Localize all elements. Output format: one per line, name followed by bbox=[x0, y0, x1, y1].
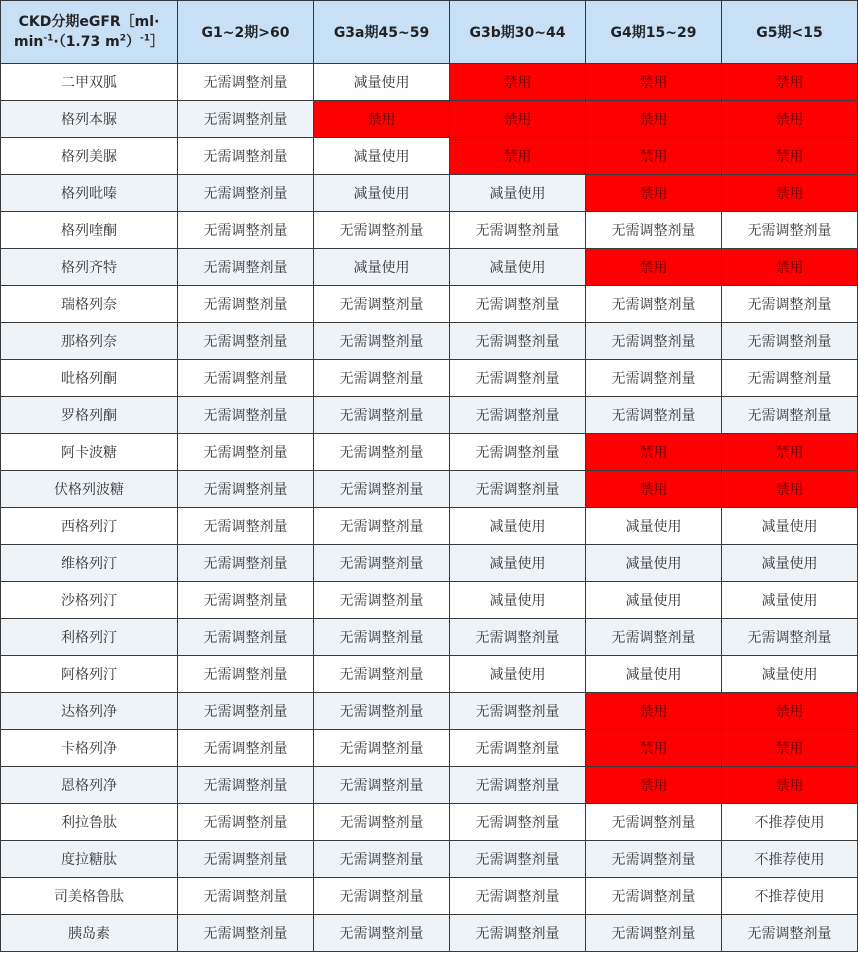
table-row bbox=[1, 656, 858, 693]
dosage-cell: 禁用 bbox=[586, 101, 722, 138]
table-row bbox=[1, 101, 858, 138]
dosage-cell: 减量使用 bbox=[314, 64, 450, 101]
dosage-cell: 无需调整剂量 bbox=[586, 915, 722, 952]
dosage-cell: 禁用 bbox=[722, 471, 858, 508]
table-row bbox=[1, 397, 858, 434]
header-stage-line2-prefix: min bbox=[14, 34, 44, 50]
dosage-cell: 无需调整剂量 bbox=[178, 508, 314, 545]
drug-name-cell: 胰岛素 bbox=[1, 915, 178, 952]
drug-name-cell: 罗格列酮 bbox=[1, 397, 178, 434]
dosage-cell: 无需调整剂量 bbox=[314, 545, 450, 582]
table-row bbox=[1, 767, 858, 804]
header-stage-sup1: -1 bbox=[43, 33, 54, 44]
dosage-cell: 减量使用 bbox=[450, 508, 586, 545]
dosage-cell: 禁用 bbox=[722, 101, 858, 138]
dosage-cell: 无需调整剂量 bbox=[586, 360, 722, 397]
dosage-cell: 无需调整剂量 bbox=[178, 212, 314, 249]
table-row bbox=[1, 64, 858, 101]
dosage-cell: 无需调整剂量 bbox=[722, 619, 858, 656]
dosage-cell: 无需调整剂量 bbox=[178, 64, 314, 101]
dosage-cell: 禁用 bbox=[586, 693, 722, 730]
dosage-cell: 不推荐使用 bbox=[722, 841, 858, 878]
table-row bbox=[1, 175, 858, 212]
header-col-g3a: G3a期45~59 bbox=[314, 1, 450, 64]
dosage-cell: 无需调整剂量 bbox=[178, 360, 314, 397]
table-row bbox=[1, 804, 858, 841]
dosage-cell: 无需调整剂量 bbox=[314, 656, 450, 693]
dosage-cell: 禁用 bbox=[586, 434, 722, 471]
table-body bbox=[1, 64, 858, 952]
dosage-cell: 禁用 bbox=[450, 138, 586, 175]
dosage-cell: 无需调整剂量 bbox=[314, 878, 450, 915]
dosage-cell: 无需调整剂量 bbox=[722, 286, 858, 323]
dosage-cell: 无需调整剂量 bbox=[178, 286, 314, 323]
dosage-cell: 减量使用 bbox=[586, 656, 722, 693]
dosage-cell: 无需调整剂量 bbox=[450, 323, 586, 360]
table-row bbox=[1, 434, 858, 471]
table-row bbox=[1, 471, 858, 508]
drug-name-cell: 恩格列净 bbox=[1, 767, 178, 804]
drug-name-cell: 伏格列波糖 bbox=[1, 471, 178, 508]
header-stage-line2-mid: ·（1.73 m bbox=[53, 34, 120, 50]
drug-name-cell: 格列本脲 bbox=[1, 101, 178, 138]
drug-name-cell: 吡格列酮 bbox=[1, 360, 178, 397]
dosage-cell: 无需调整剂量 bbox=[450, 434, 586, 471]
dosage-cell: 减量使用 bbox=[722, 508, 858, 545]
dosage-cell: 禁用 bbox=[722, 693, 858, 730]
dosage-cell: 无需调整剂量 bbox=[178, 915, 314, 952]
dosage-cell: 无需调整剂量 bbox=[314, 212, 450, 249]
dosage-cell: 禁用 bbox=[314, 101, 450, 138]
dosage-cell: 无需调整剂量 bbox=[450, 397, 586, 434]
table-row bbox=[1, 138, 858, 175]
header-stage-line2-end: ］ bbox=[149, 34, 164, 50]
dosage-cell: 无需调整剂量 bbox=[314, 693, 450, 730]
dosage-cell: 禁用 bbox=[722, 175, 858, 212]
dosage-cell: 禁用 bbox=[586, 767, 722, 804]
dosage-cell: 无需调整剂量 bbox=[586, 323, 722, 360]
dosage-cell: 减量使用 bbox=[722, 545, 858, 582]
dosage-cell: 无需调整剂量 bbox=[178, 730, 314, 767]
drug-name-cell: 维格列汀 bbox=[1, 545, 178, 582]
dosage-cell: 无需调整剂量 bbox=[450, 212, 586, 249]
dosage-cell: 无需调整剂量 bbox=[586, 619, 722, 656]
dosage-cell: 无需调整剂量 bbox=[178, 175, 314, 212]
header-col-g4: G4期15~29 bbox=[586, 1, 722, 64]
dosage-cell: 无需调整剂量 bbox=[450, 804, 586, 841]
drug-name-cell: 那格列奈 bbox=[1, 323, 178, 360]
dosage-cell: 无需调整剂量 bbox=[178, 249, 314, 286]
dosage-cell: 禁用 bbox=[586, 471, 722, 508]
dosage-cell: 禁用 bbox=[722, 767, 858, 804]
dosage-cell: 减量使用 bbox=[722, 582, 858, 619]
dosage-cell: 无需调整剂量 bbox=[314, 730, 450, 767]
header-stage-line1: CKD分期eGFR［ml· bbox=[18, 14, 160, 30]
table-row bbox=[1, 212, 858, 249]
dosage-cell: 无需调整剂量 bbox=[450, 286, 586, 323]
drug-name-cell: 利拉鲁肽 bbox=[1, 804, 178, 841]
dosage-cell: 无需调整剂量 bbox=[722, 915, 858, 952]
dosage-cell: 无需调整剂量 bbox=[450, 841, 586, 878]
dosage-cell: 禁用 bbox=[586, 730, 722, 767]
dosage-cell: 无需调整剂量 bbox=[314, 471, 450, 508]
dosage-cell: 禁用 bbox=[722, 434, 858, 471]
dosage-cell: 无需调整剂量 bbox=[450, 767, 586, 804]
dosage-cell: 不推荐使用 bbox=[722, 878, 858, 915]
dosage-cell: 无需调整剂量 bbox=[314, 286, 450, 323]
drug-name-cell: 阿卡波糖 bbox=[1, 434, 178, 471]
table-row bbox=[1, 619, 858, 656]
dosage-cell: 无需调整剂量 bbox=[178, 878, 314, 915]
table-row bbox=[1, 878, 858, 915]
dosage-cell: 无需调整剂量 bbox=[314, 804, 450, 841]
dosage-cell: 无需调整剂量 bbox=[178, 101, 314, 138]
dosage-cell: 减量使用 bbox=[586, 508, 722, 545]
dosage-cell: 减量使用 bbox=[450, 656, 586, 693]
dosage-cell: 无需调整剂量 bbox=[450, 471, 586, 508]
dosage-cell: 无需调整剂量 bbox=[450, 730, 586, 767]
dosage-cell: 无需调整剂量 bbox=[450, 360, 586, 397]
table-row bbox=[1, 582, 858, 619]
dosage-cell: 无需调整剂量 bbox=[178, 545, 314, 582]
table-row bbox=[1, 360, 858, 397]
header-stage-line2-suffix: ） bbox=[125, 34, 140, 50]
header-stage-sup3: -1 bbox=[139, 33, 150, 44]
drug-name-cell: 二甲双胍 bbox=[1, 64, 178, 101]
dosage-cell: 无需调整剂量 bbox=[314, 323, 450, 360]
dosage-cell: 无需调整剂量 bbox=[178, 619, 314, 656]
drug-name-cell: 格列美脲 bbox=[1, 138, 178, 175]
dosage-cell: 减量使用 bbox=[450, 175, 586, 212]
header-ckd-stage bbox=[1, 1, 178, 64]
dosage-cell: 无需调整剂量 bbox=[314, 508, 450, 545]
dosage-cell: 无需调整剂量 bbox=[586, 212, 722, 249]
dosage-cell: 禁用 bbox=[586, 249, 722, 286]
dosage-cell: 减量使用 bbox=[314, 138, 450, 175]
dosage-cell: 无需调整剂量 bbox=[586, 397, 722, 434]
dosage-cell: 不推荐使用 bbox=[722, 804, 858, 841]
dosage-cell: 无需调整剂量 bbox=[722, 212, 858, 249]
dosage-cell: 禁用 bbox=[450, 64, 586, 101]
dosage-cell: 无需调整剂量 bbox=[586, 841, 722, 878]
dosage-cell: 减量使用 bbox=[722, 656, 858, 693]
header-col-g3b: G3b期30~44 bbox=[450, 1, 586, 64]
dosage-cell: 无需调整剂量 bbox=[178, 582, 314, 619]
drug-name-cell: 格列齐特 bbox=[1, 249, 178, 286]
drug-name-cell: 卡格列净 bbox=[1, 730, 178, 767]
table-row bbox=[1, 841, 858, 878]
dosage-cell: 无需调整剂量 bbox=[722, 323, 858, 360]
drug-name-cell: 司美格鲁肽 bbox=[1, 878, 178, 915]
dosage-cell: 禁用 bbox=[722, 249, 858, 286]
dosage-cell: 无需调整剂量 bbox=[314, 582, 450, 619]
drug-name-cell: 沙格列汀 bbox=[1, 582, 178, 619]
dosage-cell: 减量使用 bbox=[586, 582, 722, 619]
dosage-cell: 无需调整剂量 bbox=[314, 397, 450, 434]
table-row bbox=[1, 249, 858, 286]
dosage-cell: 无需调整剂量 bbox=[450, 915, 586, 952]
dosage-cell: 无需调整剂量 bbox=[178, 323, 314, 360]
drug-name-cell: 瑞格列奈 bbox=[1, 286, 178, 323]
dosage-cell: 无需调整剂量 bbox=[314, 767, 450, 804]
dosage-cell: 减量使用 bbox=[450, 582, 586, 619]
table-row bbox=[1, 545, 858, 582]
dosage-cell: 禁用 bbox=[586, 138, 722, 175]
dosage-cell: 无需调整剂量 bbox=[586, 804, 722, 841]
dosage-cell: 无需调整剂量 bbox=[178, 656, 314, 693]
dosage-cell: 无需调整剂量 bbox=[178, 693, 314, 730]
dosage-cell: 禁用 bbox=[722, 730, 858, 767]
dosage-cell: 无需调整剂量 bbox=[314, 360, 450, 397]
dosage-cell: 无需调整剂量 bbox=[178, 138, 314, 175]
header-row bbox=[1, 1, 858, 64]
dosage-cell: 减量使用 bbox=[314, 175, 450, 212]
table-row bbox=[1, 915, 858, 952]
dosage-cell: 无需调整剂量 bbox=[314, 841, 450, 878]
dosage-cell: 禁用 bbox=[586, 175, 722, 212]
dosage-cell: 无需调整剂量 bbox=[586, 286, 722, 323]
dosage-cell: 禁用 bbox=[450, 101, 586, 138]
dosage-cell: 无需调整剂量 bbox=[722, 397, 858, 434]
dosage-cell: 无需调整剂量 bbox=[178, 434, 314, 471]
dosage-cell: 无需调整剂量 bbox=[314, 915, 450, 952]
header-col-g1-2: G1~2期>60 bbox=[178, 1, 314, 64]
dosage-cell: 无需调整剂量 bbox=[450, 878, 586, 915]
table-row bbox=[1, 508, 858, 545]
dosage-cell: 减量使用 bbox=[586, 545, 722, 582]
dosage-cell: 禁用 bbox=[586, 64, 722, 101]
dosage-cell: 无需调整剂量 bbox=[178, 804, 314, 841]
header-stage-sup2: 2 bbox=[119, 33, 126, 44]
dosage-cell: 减量使用 bbox=[450, 545, 586, 582]
dosage-cell: 无需调整剂量 bbox=[450, 619, 586, 656]
dosage-cell: 无需调整剂量 bbox=[314, 434, 450, 471]
dosage-cell: 减量使用 bbox=[314, 249, 450, 286]
dosage-cell: 禁用 bbox=[722, 64, 858, 101]
drug-name-cell: 达格列净 bbox=[1, 693, 178, 730]
dosage-cell: 无需调整剂量 bbox=[722, 360, 858, 397]
dosage-cell: 无需调整剂量 bbox=[314, 619, 450, 656]
table-row bbox=[1, 693, 858, 730]
dosage-cell: 无需调整剂量 bbox=[178, 471, 314, 508]
dosage-cell: 无需调整剂量 bbox=[450, 693, 586, 730]
dosage-cell: 无需调整剂量 bbox=[178, 397, 314, 434]
dosage-cell: 禁用 bbox=[722, 138, 858, 175]
drug-name-cell: 利格列汀 bbox=[1, 619, 178, 656]
drug-name-cell: 格列喹酮 bbox=[1, 212, 178, 249]
dosage-cell: 减量使用 bbox=[450, 249, 586, 286]
table-row bbox=[1, 730, 858, 767]
drug-name-cell: 度拉糖肽 bbox=[1, 841, 178, 878]
drug-name-cell: 西格列汀 bbox=[1, 508, 178, 545]
drug-name-cell: 阿格列汀 bbox=[1, 656, 178, 693]
dosage-cell: 无需调整剂量 bbox=[178, 767, 314, 804]
drug-name-cell: 格列吡嗪 bbox=[1, 175, 178, 212]
header-col-g5: G5期<15 bbox=[722, 1, 858, 64]
table-row bbox=[1, 323, 858, 360]
dosage-cell: 无需调整剂量 bbox=[586, 878, 722, 915]
dosage-cell: 无需调整剂量 bbox=[178, 841, 314, 878]
table-row bbox=[1, 286, 858, 323]
